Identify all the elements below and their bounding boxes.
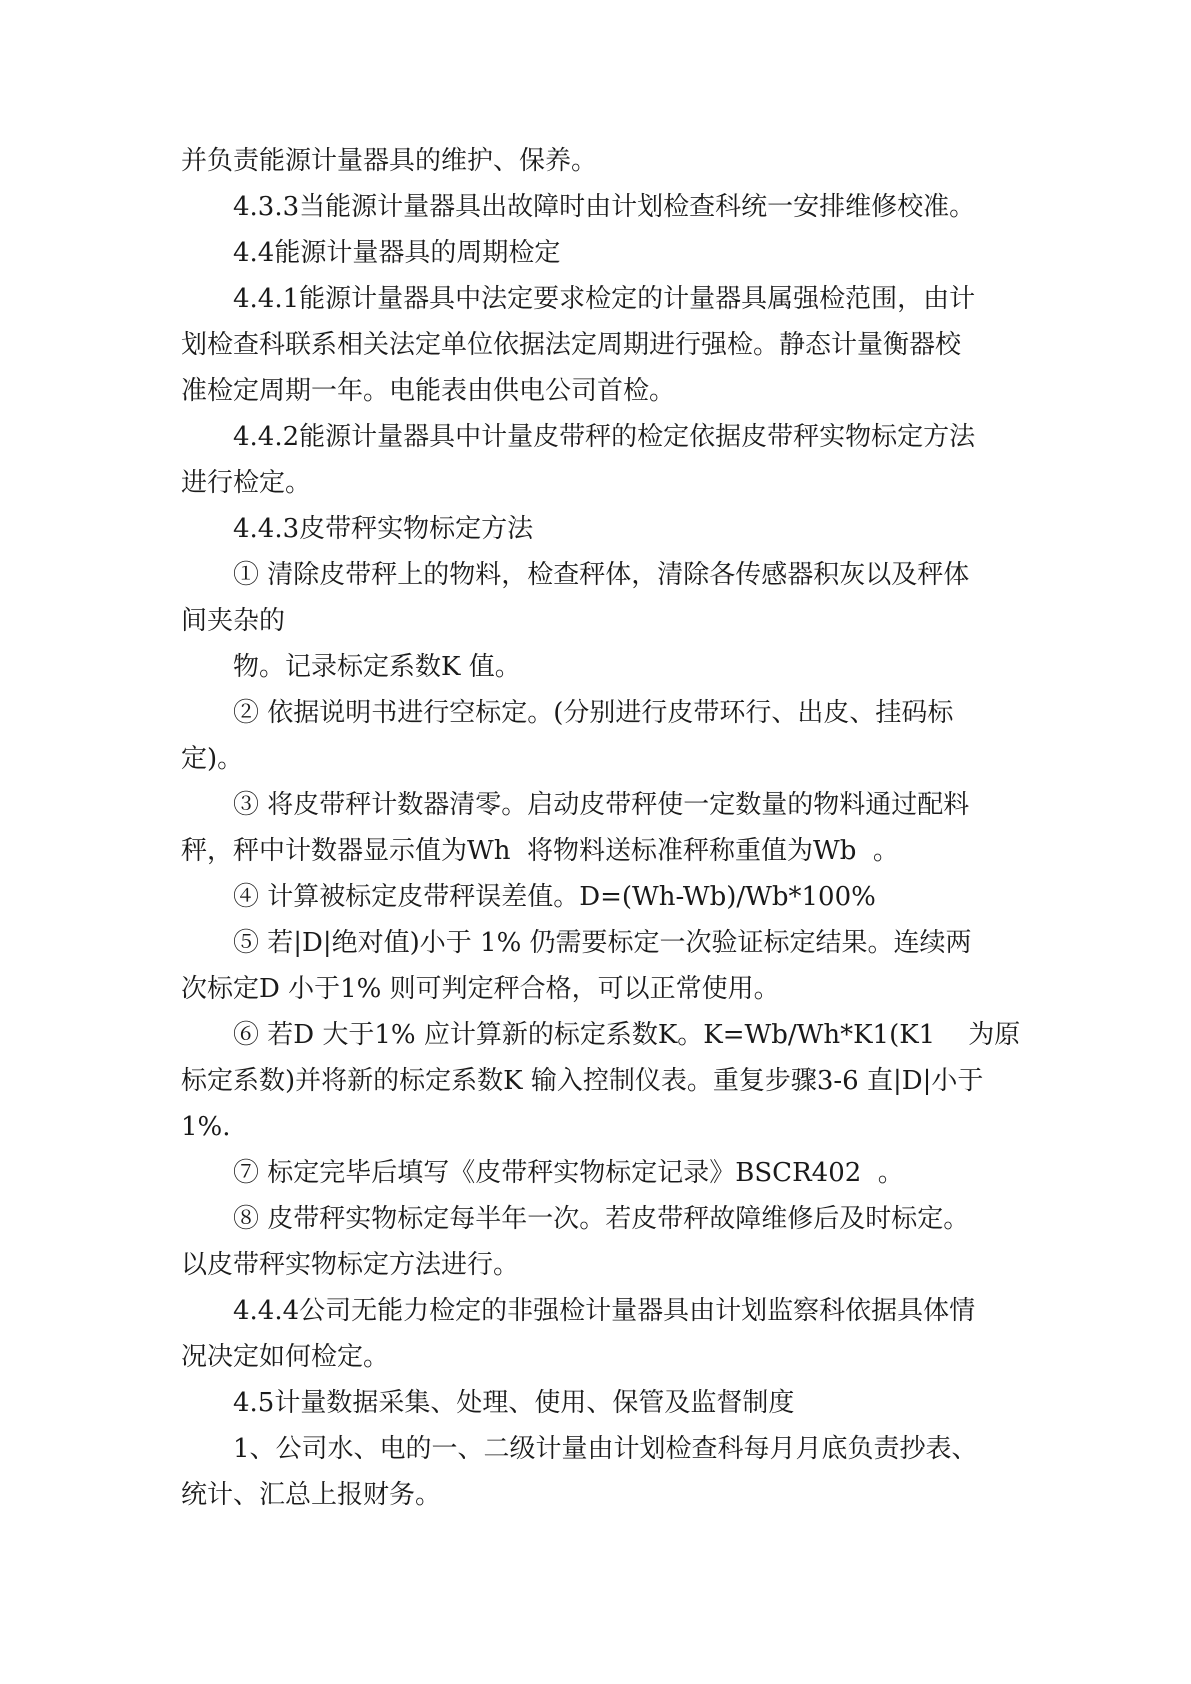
text-line: 4.4能源计量器具的周期检定	[233, 238, 561, 268]
text-line: ⑥ 若D 大于1% 应计算新的标定系数K。K=Wb/Wh*K1(K1 为原	[233, 1020, 1021, 1050]
text-line: ① 清除皮带秤上的物料，检查秤体，清除各传感器积灰以及秤体	[233, 560, 970, 590]
text-line: 准检定周期一年。电能表由供电公司首检。	[181, 376, 676, 406]
text-line: ⑦ 标定完毕后填写《皮带秤实物标定记录》BSCR402 。	[233, 1158, 904, 1188]
text-line: 进行检定。	[181, 468, 312, 498]
text-line: 1%.	[181, 1112, 231, 1142]
text-line: 物。记录标定系数K 值。	[233, 652, 521, 682]
text-line: 标定系数)并将新的标定系数K 输入控制仪表。重复步骤3-6 直|D|小于	[181, 1066, 984, 1096]
text-line: 4.4.1能源计量器具中法定要求检定的计量器具属强检范围，由计	[233, 284, 976, 314]
text-line: 4.4.4公司无能力检定的非强检计量器具由计划监察科依据具体情	[233, 1296, 976, 1326]
text-line: 划检查科联系相关法定单位依据法定周期进行强检。静态计量衡器校	[181, 330, 962, 360]
text-line: 1、公司水、电的一、二级计量由计划检查科每月月底负责抄表、	[233, 1434, 978, 1464]
document-body	[181, 138, 1021, 1518]
text-line: 并负责能源计量器具的维护、保养。	[181, 146, 598, 176]
text-line: 秤，秤中计数器显示值为Wh 将物料送标准秤称重值为Wb 。	[181, 836, 899, 866]
text-line: 4.3.3当能源计量器具出故障时由计划检查科统一安排维修校准。	[233, 192, 976, 222]
text-line: ⑤ 若|D|绝对值)小于 1% 仍需要标定一次验证标定结果。连续两	[233, 928, 972, 958]
text-line: ③ 将皮带秤计数器清零。启动皮带秤使一定数量的物料通过配料	[233, 790, 970, 820]
text-line: 以皮带秤实物标定方法进行。	[181, 1250, 520, 1280]
text-line: 统计、汇总上报财务。	[181, 1480, 442, 1510]
text-line: 4.5计量数据采集、处理、使用、保管及监督制度	[233, 1388, 795, 1418]
text-line: 4.4.3皮带秤实物标定方法	[233, 514, 534, 544]
text-line: 次标定D 小于1% 则可判定秤合格，可以正常使用。	[181, 974, 780, 1004]
text-line: 4.4.2能源计量器具中计量皮带秤的检定依据皮带秤实物标定方法	[233, 422, 976, 452]
text-line: 定)。	[181, 744, 244, 774]
text-line: 间夹杂的	[181, 606, 286, 636]
text-line: ⑧ 皮带秤实物标定每半年一次。若皮带秤故障维修后及时标定。	[233, 1204, 970, 1234]
text-line: ② 依据说明书进行空标定。(分别进行皮带环行、出皮、挂码标	[233, 698, 954, 728]
text-line: ④ 计算被标定皮带秤误差值。D=(Wh-Wb)/Wb*100%	[233, 882, 876, 912]
text-line: 况决定如何检定。	[181, 1342, 390, 1372]
